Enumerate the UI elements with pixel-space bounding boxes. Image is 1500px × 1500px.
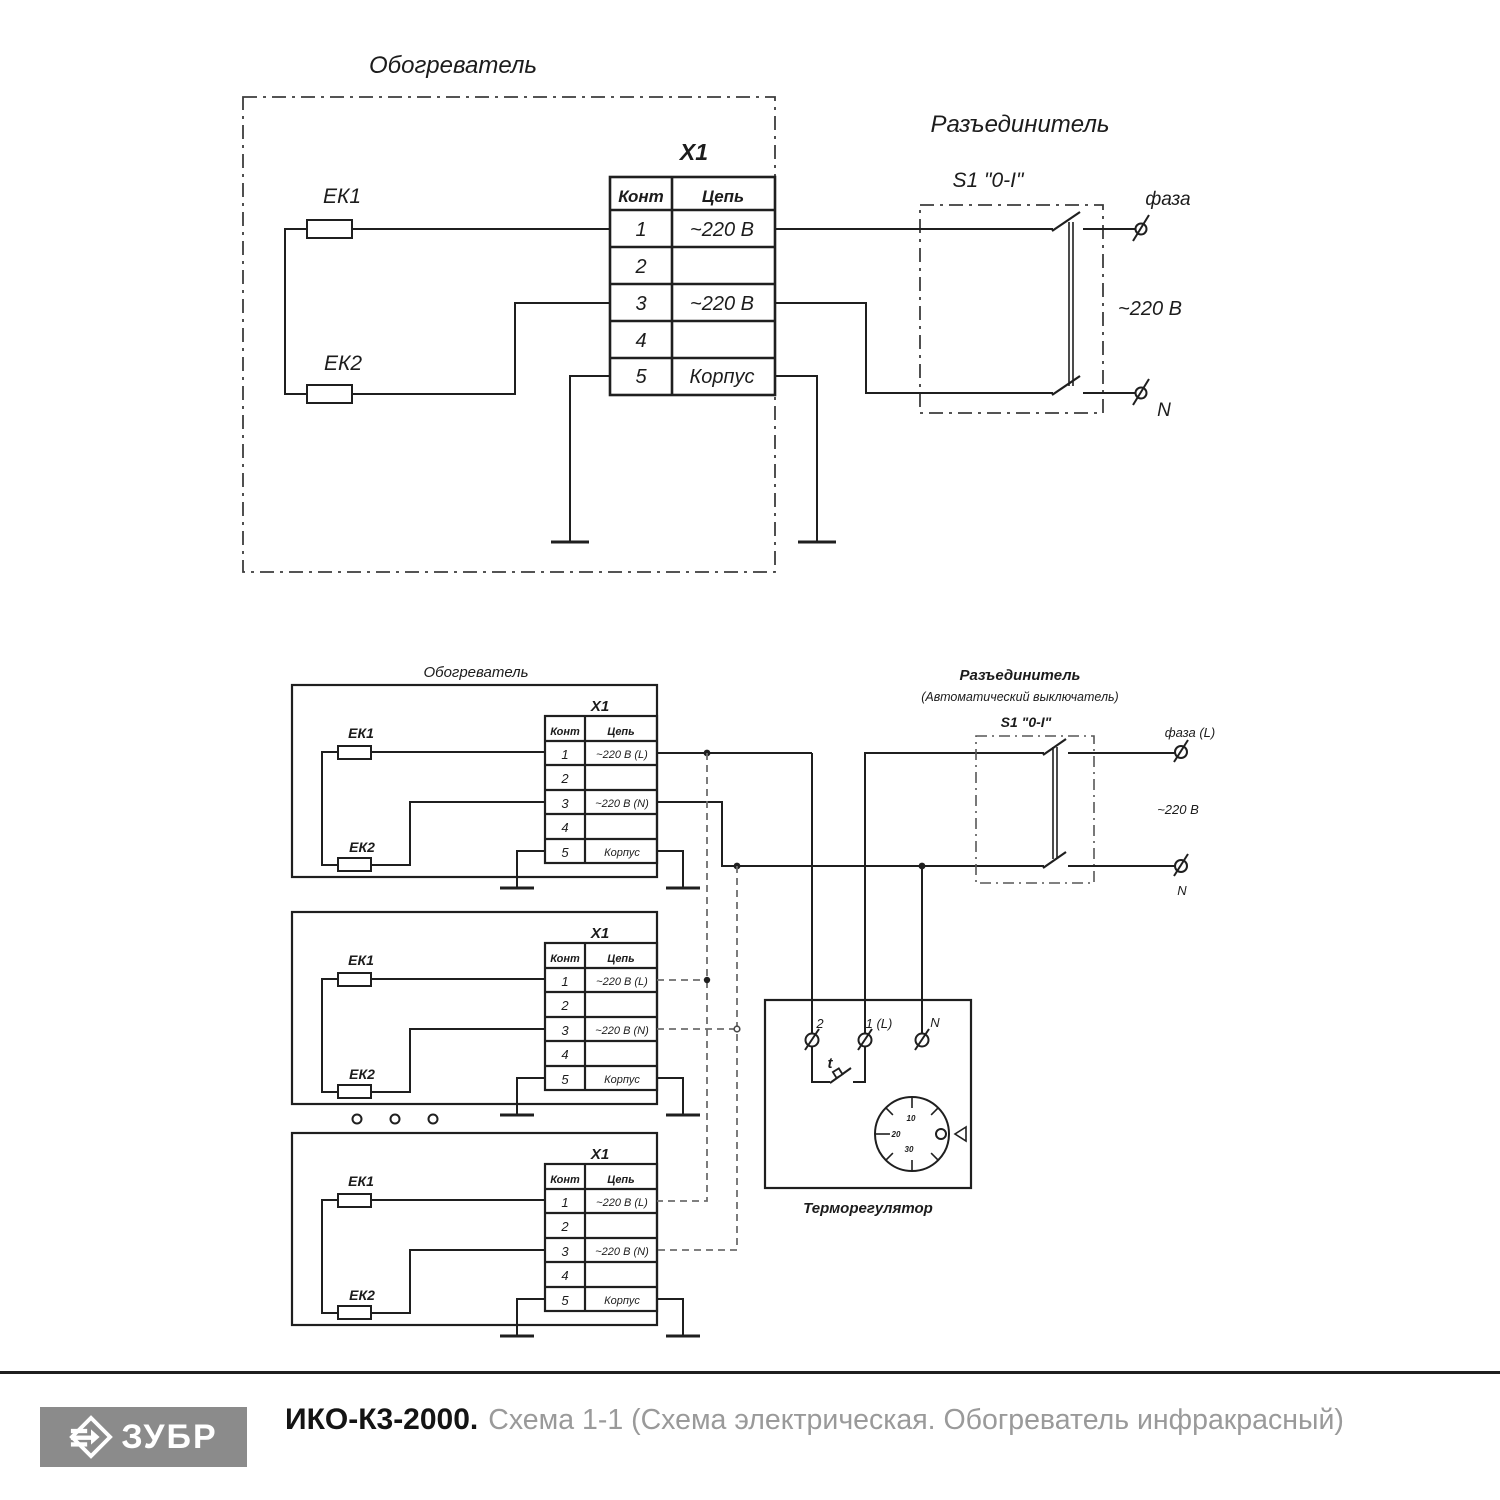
dashed-wire-L: [657, 753, 707, 1201]
thermostat-terminal-1l-label: 1 (L): [865, 1016, 893, 1031]
wire-N: [657, 802, 1044, 866]
thermal-contact-icon: [812, 1047, 865, 1083]
phase-label: фаза: [1145, 189, 1191, 210]
phase-label: фаза (L): [1164, 725, 1216, 740]
thermostat-title: Терморегулятор: [803, 1200, 933, 1217]
voltage-label: ~220 В: [1118, 298, 1182, 320]
thermostat: [765, 1000, 971, 1217]
dashed-wire-N: [657, 866, 737, 1250]
neutral-label: N: [1177, 883, 1187, 898]
switch-blade-icon: [1043, 852, 1066, 868]
brand-name: ЗУБР: [121, 1418, 218, 1456]
wire: [285, 229, 307, 394]
pin-3: 3: [635, 293, 647, 315]
brand-logo: [40, 1407, 247, 1467]
switch-label: S1 "0-I": [952, 169, 1024, 192]
scheme1-disconnector: [775, 111, 1135, 413]
switch-linkage-icon: [1069, 222, 1073, 386]
col-pin: Конт: [618, 187, 664, 206]
disconnector-title: Разъединитель: [930, 111, 1110, 138]
resistor-ek1-icon: [307, 220, 352, 238]
heater-unit-3: [292, 1133, 700, 1336]
disconnector-box: [920, 205, 1103, 413]
switch-linkage-icon: [1053, 747, 1057, 859]
heater-boundary-box: [243, 97, 775, 572]
disconnector-box: [976, 736, 1094, 883]
wire: [352, 303, 610, 394]
voltage-label: ~220 В: [1157, 802, 1199, 817]
terminal-table: [610, 177, 775, 395]
pin-2: 2: [635, 256, 647, 278]
pin-1: 1: [635, 219, 647, 241]
neutral-label: N: [1157, 400, 1171, 421]
net-1: ~220 В: [690, 219, 754, 241]
scheme2-heater-title: Обогреватель: [423, 664, 529, 681]
switch-blade-icon: [1052, 212, 1080, 231]
ek1-label: ЕК1: [322, 185, 362, 208]
switch-label: S1 "0-I": [1000, 714, 1052, 730]
temperature-dial-icon: [875, 1097, 966, 1171]
junction-open-dot: [734, 1026, 740, 1032]
disconnector-subtitle: (Автоматический выключатель): [921, 690, 1119, 704]
heater-unit-2: [292, 912, 700, 1115]
zubr-arrow-icon: [69, 1415, 113, 1459]
wire-from-disconnector-L: [865, 753, 1044, 1034]
disconnector-title: Разъединитель: [959, 667, 1081, 684]
pin-4: 4: [635, 330, 647, 352]
net-3: ~220 В: [690, 293, 754, 315]
scheme2-supply: [1157, 725, 1215, 898]
col-net: Цепь: [701, 187, 745, 206]
heater-unit-1: [292, 685, 700, 888]
dial-pointer-icon: [955, 1127, 966, 1141]
thermostat-terminal-2-label: 2: [816, 1016, 824, 1031]
switch-blade-icon: [1043, 739, 1066, 755]
model-label: ИКО-К3-2000.: [285, 1403, 479, 1436]
net-5: Корпус: [689, 366, 755, 388]
thermal-contact-label: t: [827, 1055, 833, 1072]
scheme-caption: Схема 1-1 (Схема электрическая. Обогреватель инфракрасный): [488, 1403, 1344, 1436]
resistor-ek2-icon: [307, 385, 352, 403]
scheme1: [243, 52, 1191, 572]
footer-caption: [285, 1372, 1344, 1468]
dial-mark-20: 20: [891, 1130, 901, 1139]
scheme2: [292, 664, 1215, 1336]
scheme2-disconnector: [921, 667, 1175, 883]
scheme1-supply: [1118, 189, 1191, 421]
junction-dot: [919, 863, 926, 870]
dial-mark-10: 10: [906, 1114, 916, 1123]
thermostat-terminal-n-label: N: [930, 1015, 940, 1030]
dial-mark-30: 30: [904, 1145, 914, 1154]
switch-blade-icon: [1052, 376, 1080, 395]
junction-dot: [704, 977, 710, 983]
connector-label: X1: [679, 139, 709, 165]
scheme2-wiring: [657, 750, 1044, 1034]
dial-knob-icon[interactable]: [936, 1129, 946, 1139]
ek2-label: ЕК2: [323, 352, 363, 375]
more-units-ellipsis-icon: [353, 1115, 438, 1124]
ground-icon: [551, 376, 836, 542]
scheme1-heater-title: Обогреватель: [368, 52, 538, 79]
scheme2-dashed-wiring: [657, 753, 740, 1250]
pin-5: 5: [635, 366, 647, 388]
